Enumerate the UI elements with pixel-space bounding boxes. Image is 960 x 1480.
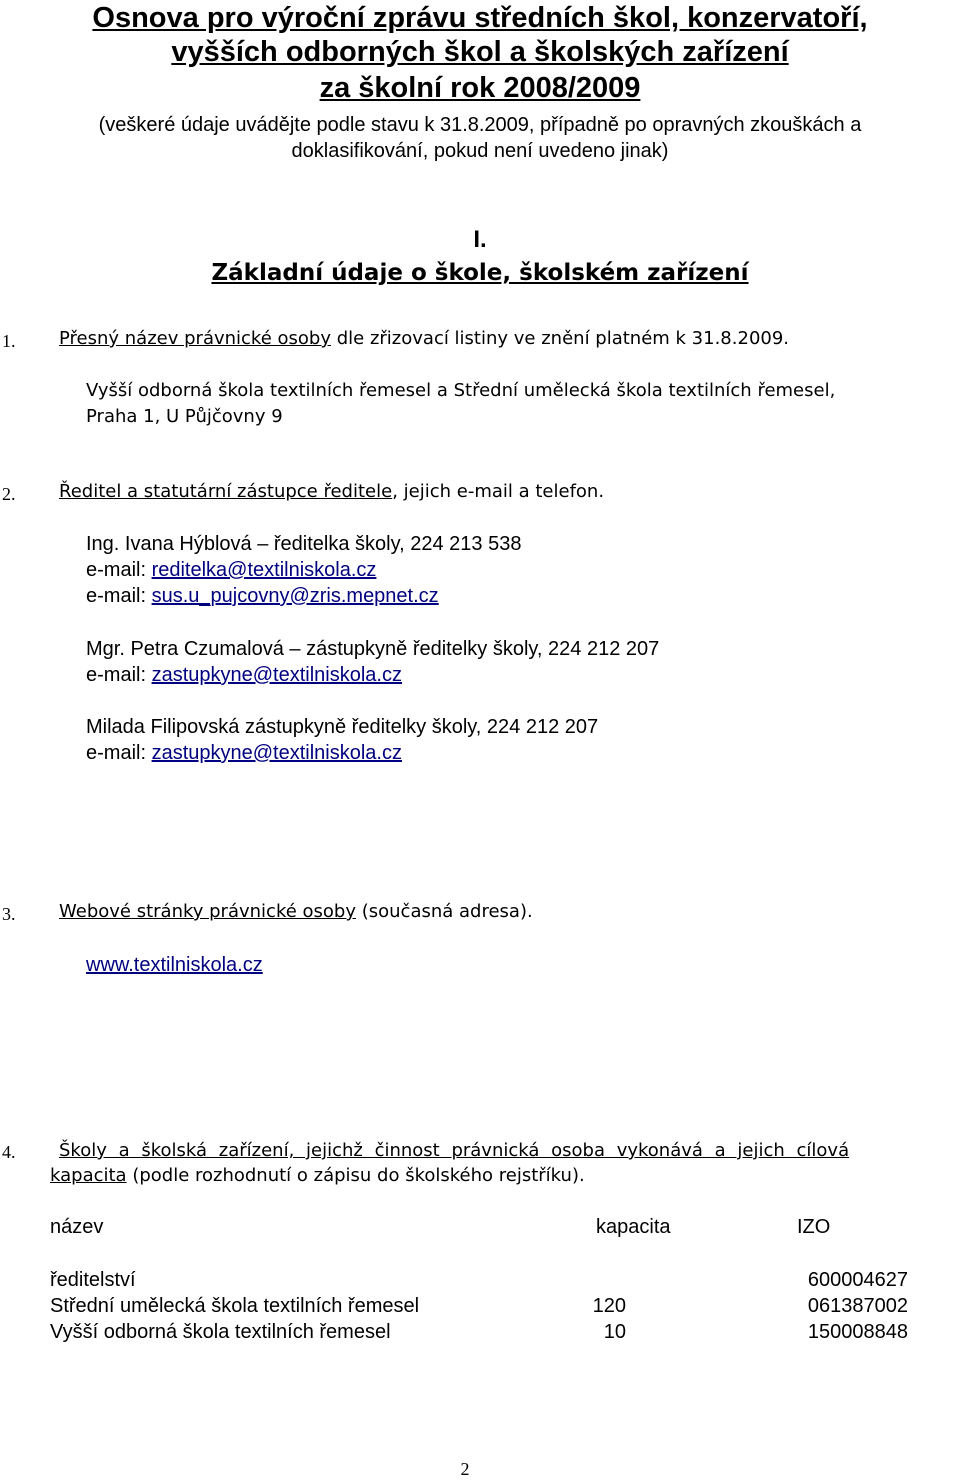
section-roman-numeral: I. [473,226,487,253]
item-1-answer-line-2: Praha 1, U Půjčovny 9 [86,406,283,427]
document-title-line-3: za školní rok 2008/2009 [319,72,641,104]
item-4-question-line-2 [50,1165,585,1186]
page-number: 2 [460,1459,470,1479]
table-header-capacity: kapacita [596,1216,671,1238]
item-2-label-underlined: Ředitel a statutární zástupce ředitele [59,481,393,502]
director-email-1-line [86,559,376,582]
item-3-label-rest: (současná adresa). [356,901,533,922]
item-4-label-underlined-a: Školy a školská zařízení, jejichž činnost právnická osoba vykonává a jejich cílová [59,1140,850,1161]
item-1-label-underlined: Přesný název právnické osoby [59,328,331,349]
director-line: Ing. Ivana Hýblová – ředitelka školy, 224 213 538 [86,533,522,555]
website-line [86,954,263,977]
item-3-label-underlined: Webové stránky právnické osoby [59,901,357,922]
item-1-label-rest: dle zřizovací listiny ve znění platném k 31.8.2009. [331,328,790,349]
table-header-izo: IZO [797,1216,831,1238]
table-cell-name: ředitelství [50,1269,136,1291]
director-email-2-line [86,585,439,608]
table-cell-izo: 061387002 [807,1295,908,1317]
item-1-number: 1. [2,331,16,351]
document-subtitle-line-1: (veškeré údaje uvádějte podle stavu k 31.8.2009, případně po opravných zkouškách a [98,114,862,136]
email-prefix: e-mail: [86,585,152,607]
item-2-question [59,481,604,502]
table-cell-capacity [560,1321,650,1344]
table-cell-izo: 150008848 [807,1321,908,1343]
section-title: Základní údaje o škole, školském zařízení [211,260,749,286]
deputy-1-line: Mgr. Petra Czumalová – zástupkyně ředitelky školy, 224 212 207 [86,638,660,660]
table-cell-capacity [560,1295,650,1318]
item-4-question-line-1 [59,1138,957,1164]
document-subtitle-line-2: doklasifikování, pokud není uvedeno jinak) [291,140,669,162]
deputy-1-email-link[interactable]: zastupkyne@textilniskola.cz [151,664,402,686]
deputy-1-email-line [86,664,402,687]
table-cell-izo: 600004627 [807,1269,908,1291]
item-4-number: 4. [2,1142,16,1162]
document-title-line-1: Osnova pro výroční zprávu středních škol, konzervatoří, [92,2,868,34]
deputy-2-email-line [86,742,402,765]
table-cell-name: Vyšší odborná škola textilních řemesel [50,1321,391,1343]
director-email-1-link[interactable]: reditelka@textilniskola.cz [151,559,377,581]
item-1-question [59,328,789,349]
deputy-2-line: Milada Filipovská zástupkyně ředitelky školy, 224 212 207 [86,716,599,738]
item-4-label-underlined-b: kapacita [50,1165,127,1186]
item-2-number: 2. [2,484,16,504]
capacity-value: 10 [603,1321,626,1343]
table-cell-name: Střední umělecká škola textilních řemesel [50,1295,420,1317]
capacity-value: 120 [592,1295,626,1317]
document-title-line-2: vyšších odborných škol a školských zařízení [171,36,789,68]
email-prefix: e-mail: [86,664,152,686]
item-2-label-rest: , jejich e-mail a telefon. [392,481,605,502]
email-prefix: e-mail: [86,742,152,764]
website-link[interactable]: www.textilniskola.cz [86,954,263,976]
director-email-2-link[interactable]: sus.u_pujcovny@zris.mepnet.cz [151,585,439,607]
item-4-label-rest: (podle rozhodnutí o zápisu do školského rejstříku). [126,1165,585,1186]
email-prefix: e-mail: [86,559,152,581]
item-1-answer-line-1: Vyšší odborná škola textilních řemesel a Střední umělecká škola textilních řemesel, [86,380,836,401]
item-3-number: 3. [2,904,16,924]
table-header-name: název [50,1216,104,1238]
deputy-2-email-link[interactable]: zastupkyne@textilniskola.cz [151,742,402,764]
item-3-question [59,901,533,922]
